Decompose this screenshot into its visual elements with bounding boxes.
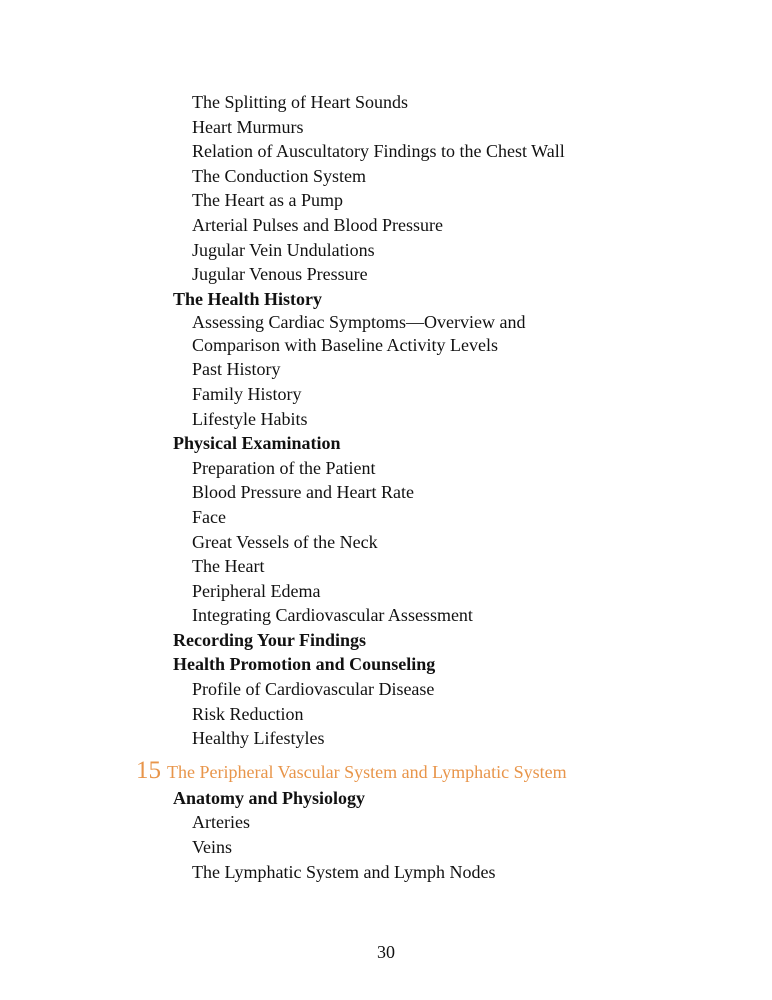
toc-entry[interactable]: Integrating Cardiovascular Assessment bbox=[192, 605, 473, 626]
toc-section-health-promotion[interactable]: Health Promotion and Counseling bbox=[173, 654, 436, 675]
toc-entry[interactable]: The Heart as a Pump bbox=[192, 190, 343, 211]
toc-entry[interactable]: Family History bbox=[192, 383, 302, 404]
toc-section-health-history[interactable]: The Health History bbox=[173, 288, 322, 309]
toc-entry[interactable]: The Lymphatic System and Lymph Nodes bbox=[192, 861, 496, 882]
toc-section-anatomy-physiology[interactable]: Anatomy and Physiology bbox=[173, 787, 366, 808]
toc-entry[interactable]: Risk Reduction bbox=[192, 703, 304, 724]
toc-entry[interactable]: Relation of Auscultatory Findings to the Chest Wall bbox=[192, 141, 565, 162]
toc-chapter-heading[interactable] bbox=[0, 754, 772, 789]
toc-entry[interactable]: Great Vessels of the Neck bbox=[192, 531, 378, 552]
toc-entry[interactable]: Arterial Pulses and Blood Pressure bbox=[192, 214, 443, 235]
table-of-contents bbox=[0, 90, 772, 884]
toc-entry[interactable]: The Conduction System bbox=[192, 165, 366, 186]
toc-entry-line-1[interactable]: Assessing Cardiac Symptoms—Overview and bbox=[192, 312, 526, 333]
toc-entry[interactable]: Preparation of the Patient bbox=[192, 457, 376, 478]
toc-entry[interactable]: Peripheral Edema bbox=[192, 580, 321, 601]
toc-entry[interactable]: The Heart bbox=[192, 556, 265, 577]
toc-entry[interactable]: Face bbox=[192, 506, 226, 527]
toc-entry[interactable]: Blood Pressure and Heart Rate bbox=[192, 482, 414, 503]
toc-entry[interactable]: The Splitting of Heart Sounds bbox=[192, 92, 408, 112]
toc-entry[interactable]: Jugular Vein Undulations bbox=[192, 239, 375, 260]
toc-section-recording-findings[interactable]: Recording Your Findings bbox=[173, 629, 367, 650]
toc-entry[interactable]: Jugular Venous Pressure bbox=[192, 264, 368, 285]
toc-entry[interactable]: Lifestyle Habits bbox=[192, 408, 308, 429]
page-number: 30 bbox=[377, 942, 395, 962]
toc-entry[interactable]: Veins bbox=[192, 837, 232, 858]
toc-entry[interactable]: Heart Murmurs bbox=[192, 116, 304, 137]
toc-entry-line-2[interactable]: Comparison with Baseline Activity Levels bbox=[192, 335, 498, 356]
toc-entry[interactable]: Profile of Cardiovascular Disease bbox=[192, 679, 435, 700]
toc-entry[interactable]: Past History bbox=[192, 359, 281, 380]
toc-entry[interactable]: Healthy Lifestyles bbox=[192, 728, 325, 749]
chapter-number: 15 bbox=[136, 756, 161, 784]
toc-section-physical-examination[interactable]: Physical Examination bbox=[173, 433, 341, 454]
chapter-title: The Peripheral Vascular System and Lymphatic System bbox=[167, 761, 567, 782]
toc-entry[interactable]: Arteries bbox=[192, 812, 250, 833]
